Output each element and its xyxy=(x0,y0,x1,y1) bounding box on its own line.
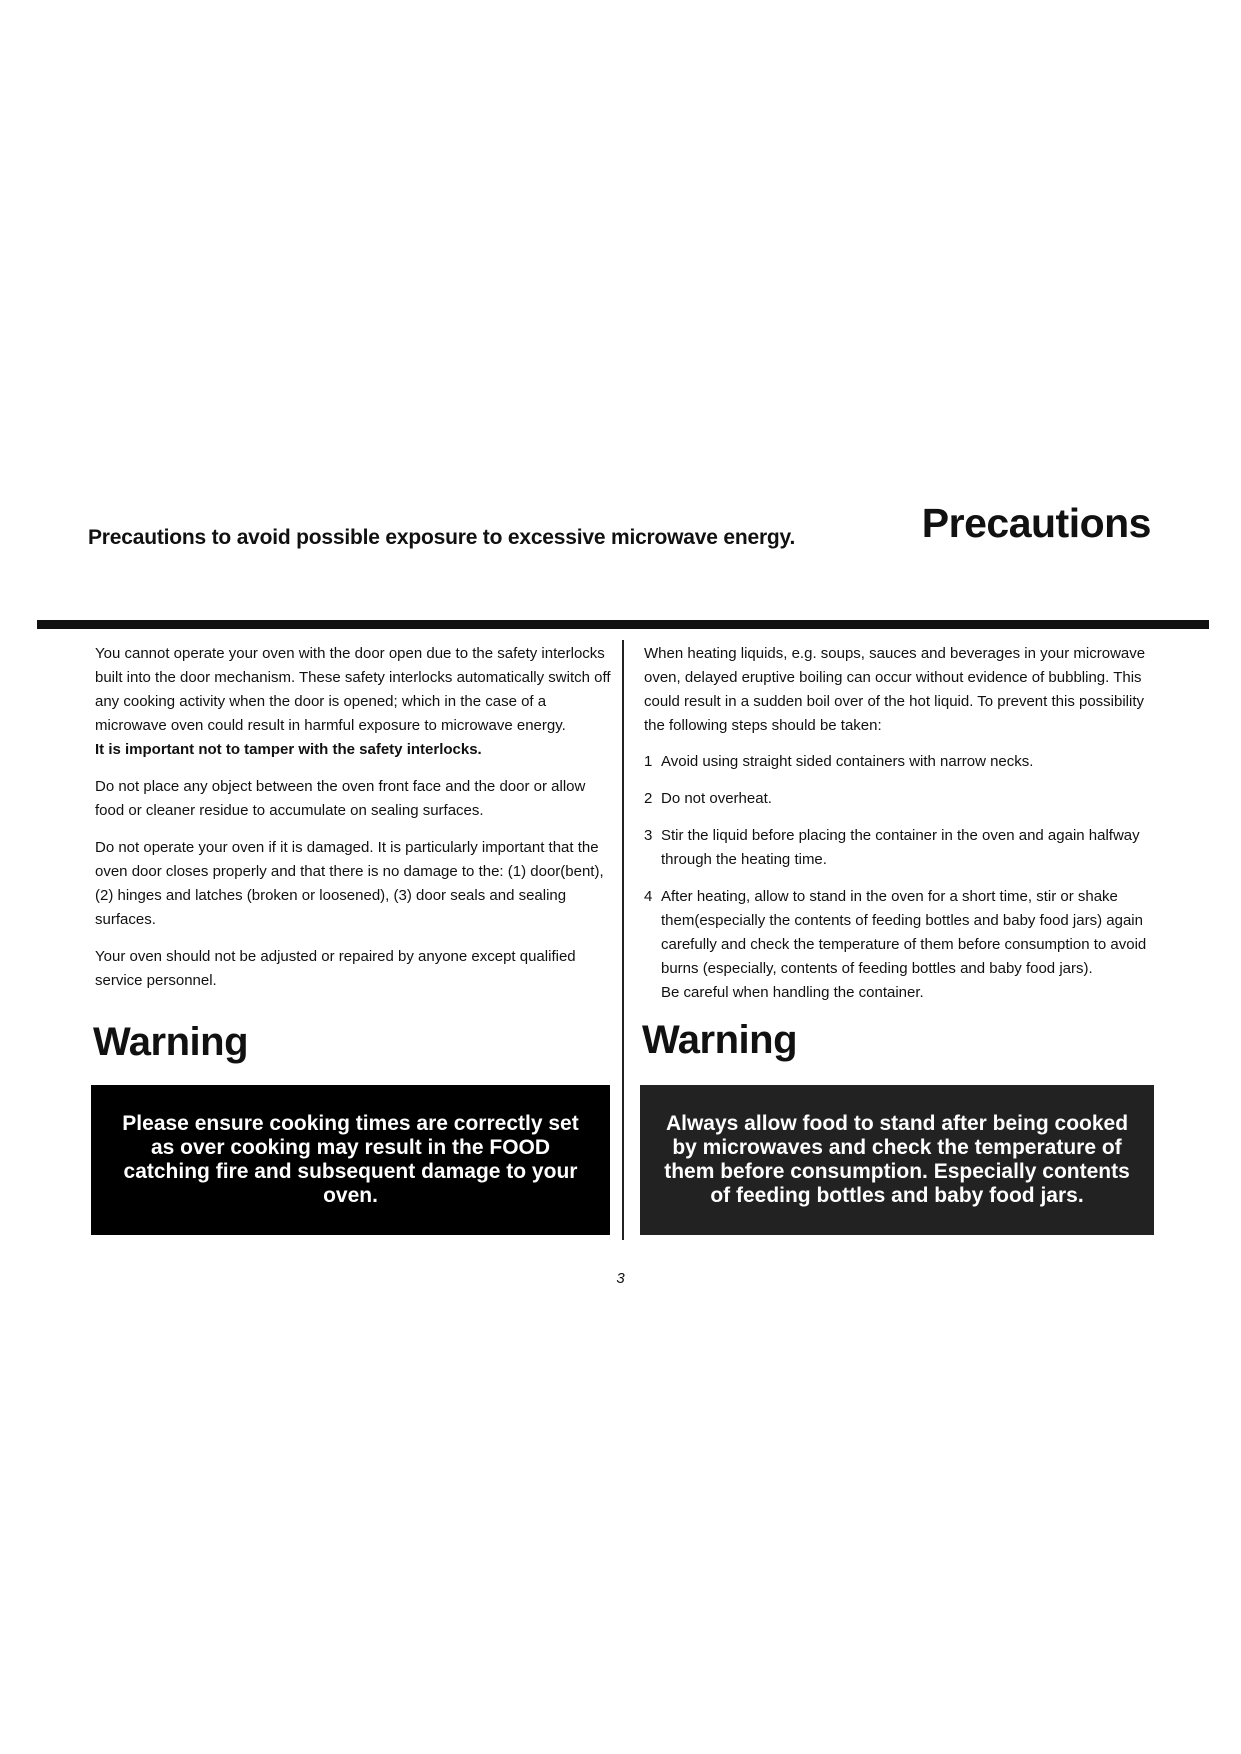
warning-heading-right: Warning xyxy=(642,1018,797,1062)
step-number: 4 xyxy=(644,888,653,905)
step-text: Do not overheat. xyxy=(661,790,772,807)
warning-text-left: Please ensure cooking times are correctly set as over cooking may result in the FOOD catching fire and subsequent damage to your oven. xyxy=(122,1112,579,1207)
column-divider xyxy=(622,640,624,1240)
warning-box-right xyxy=(640,1085,1154,1235)
step-number: 3 xyxy=(644,827,653,844)
warning-box-left xyxy=(91,1085,610,1235)
list-item xyxy=(644,824,1158,872)
page-title: Precautions xyxy=(921,500,1151,546)
liquids-intro: When heating liquids, e.g. soups, sauces and beverages in your microwave oven, delayed eruptive boiling can occur without evidence of bubbling. This could result in a sudden boil over of the hot liquid. To prevent this possibility the following steps should be taken: xyxy=(644,645,1146,734)
right-column xyxy=(644,642,1158,1018)
section-subtitle: Precautions to avoid possible exposure to excessive microwave energy. xyxy=(88,526,796,549)
steps-list xyxy=(644,750,1158,1005)
left-column xyxy=(95,642,613,1006)
interlock-bold-note: It is important not to tamper with the safety interlocks. xyxy=(95,741,482,758)
sealing-paragraph: Do not place any object between the oven front face and the door or allow food or cleaner residue to accumulate on sealing surfaces. xyxy=(95,778,586,819)
step-number: 1 xyxy=(644,753,653,770)
list-item xyxy=(644,787,1158,811)
step-text: After heating, allow to stand in the oven for a short time, stir or shake them(especially the contents of feeding bottles and baby food jars) again carefully and check the temperature of them before consumption to avoid burns (especially, contents of feeding bottles and baby food jars). xyxy=(661,888,1147,977)
step-text: Avoid using straight sided containers with narrow necks. xyxy=(661,753,1034,770)
interlock-text: You cannot operate your oven with the door open due to the safety interlocks built into the door mechanism. These safety interlocks automatically switch off any cooking activity when the door is opened; which in the case of a microwave oven could result in harmful exposure to microwave energy. xyxy=(95,645,611,734)
page-number: 3 xyxy=(616,1270,625,1287)
list-item xyxy=(644,750,1158,774)
service-paragraph: Your oven should not be adjusted or repaired by anyone except qualified service personnel. xyxy=(95,948,576,989)
step-number: 2 xyxy=(644,790,653,807)
step-extra-note: Be careful when handling the container. xyxy=(661,984,924,1001)
warning-text-right: Always allow food to stand after being cooked by microwaves and check the temperature of them before consumption. Especially contents of feeding bottles and baby food jars. xyxy=(664,1112,1130,1207)
header-rule xyxy=(37,620,1209,629)
damage-paragraph: Do not operate your oven if it is damaged. It is particularly important that the oven door closes properly and that there is no damage to the: (1) door(bent), (2) hinges and latches (broken or loosened), (3) door seals and sealing surfaces. xyxy=(95,839,604,928)
list-item xyxy=(644,885,1158,1005)
warning-heading-left: Warning xyxy=(93,1020,248,1064)
step-text: Stir the liquid before placing the container in the oven and again halfway through the heating time. xyxy=(661,827,1140,868)
interlock-paragraph xyxy=(95,642,613,762)
